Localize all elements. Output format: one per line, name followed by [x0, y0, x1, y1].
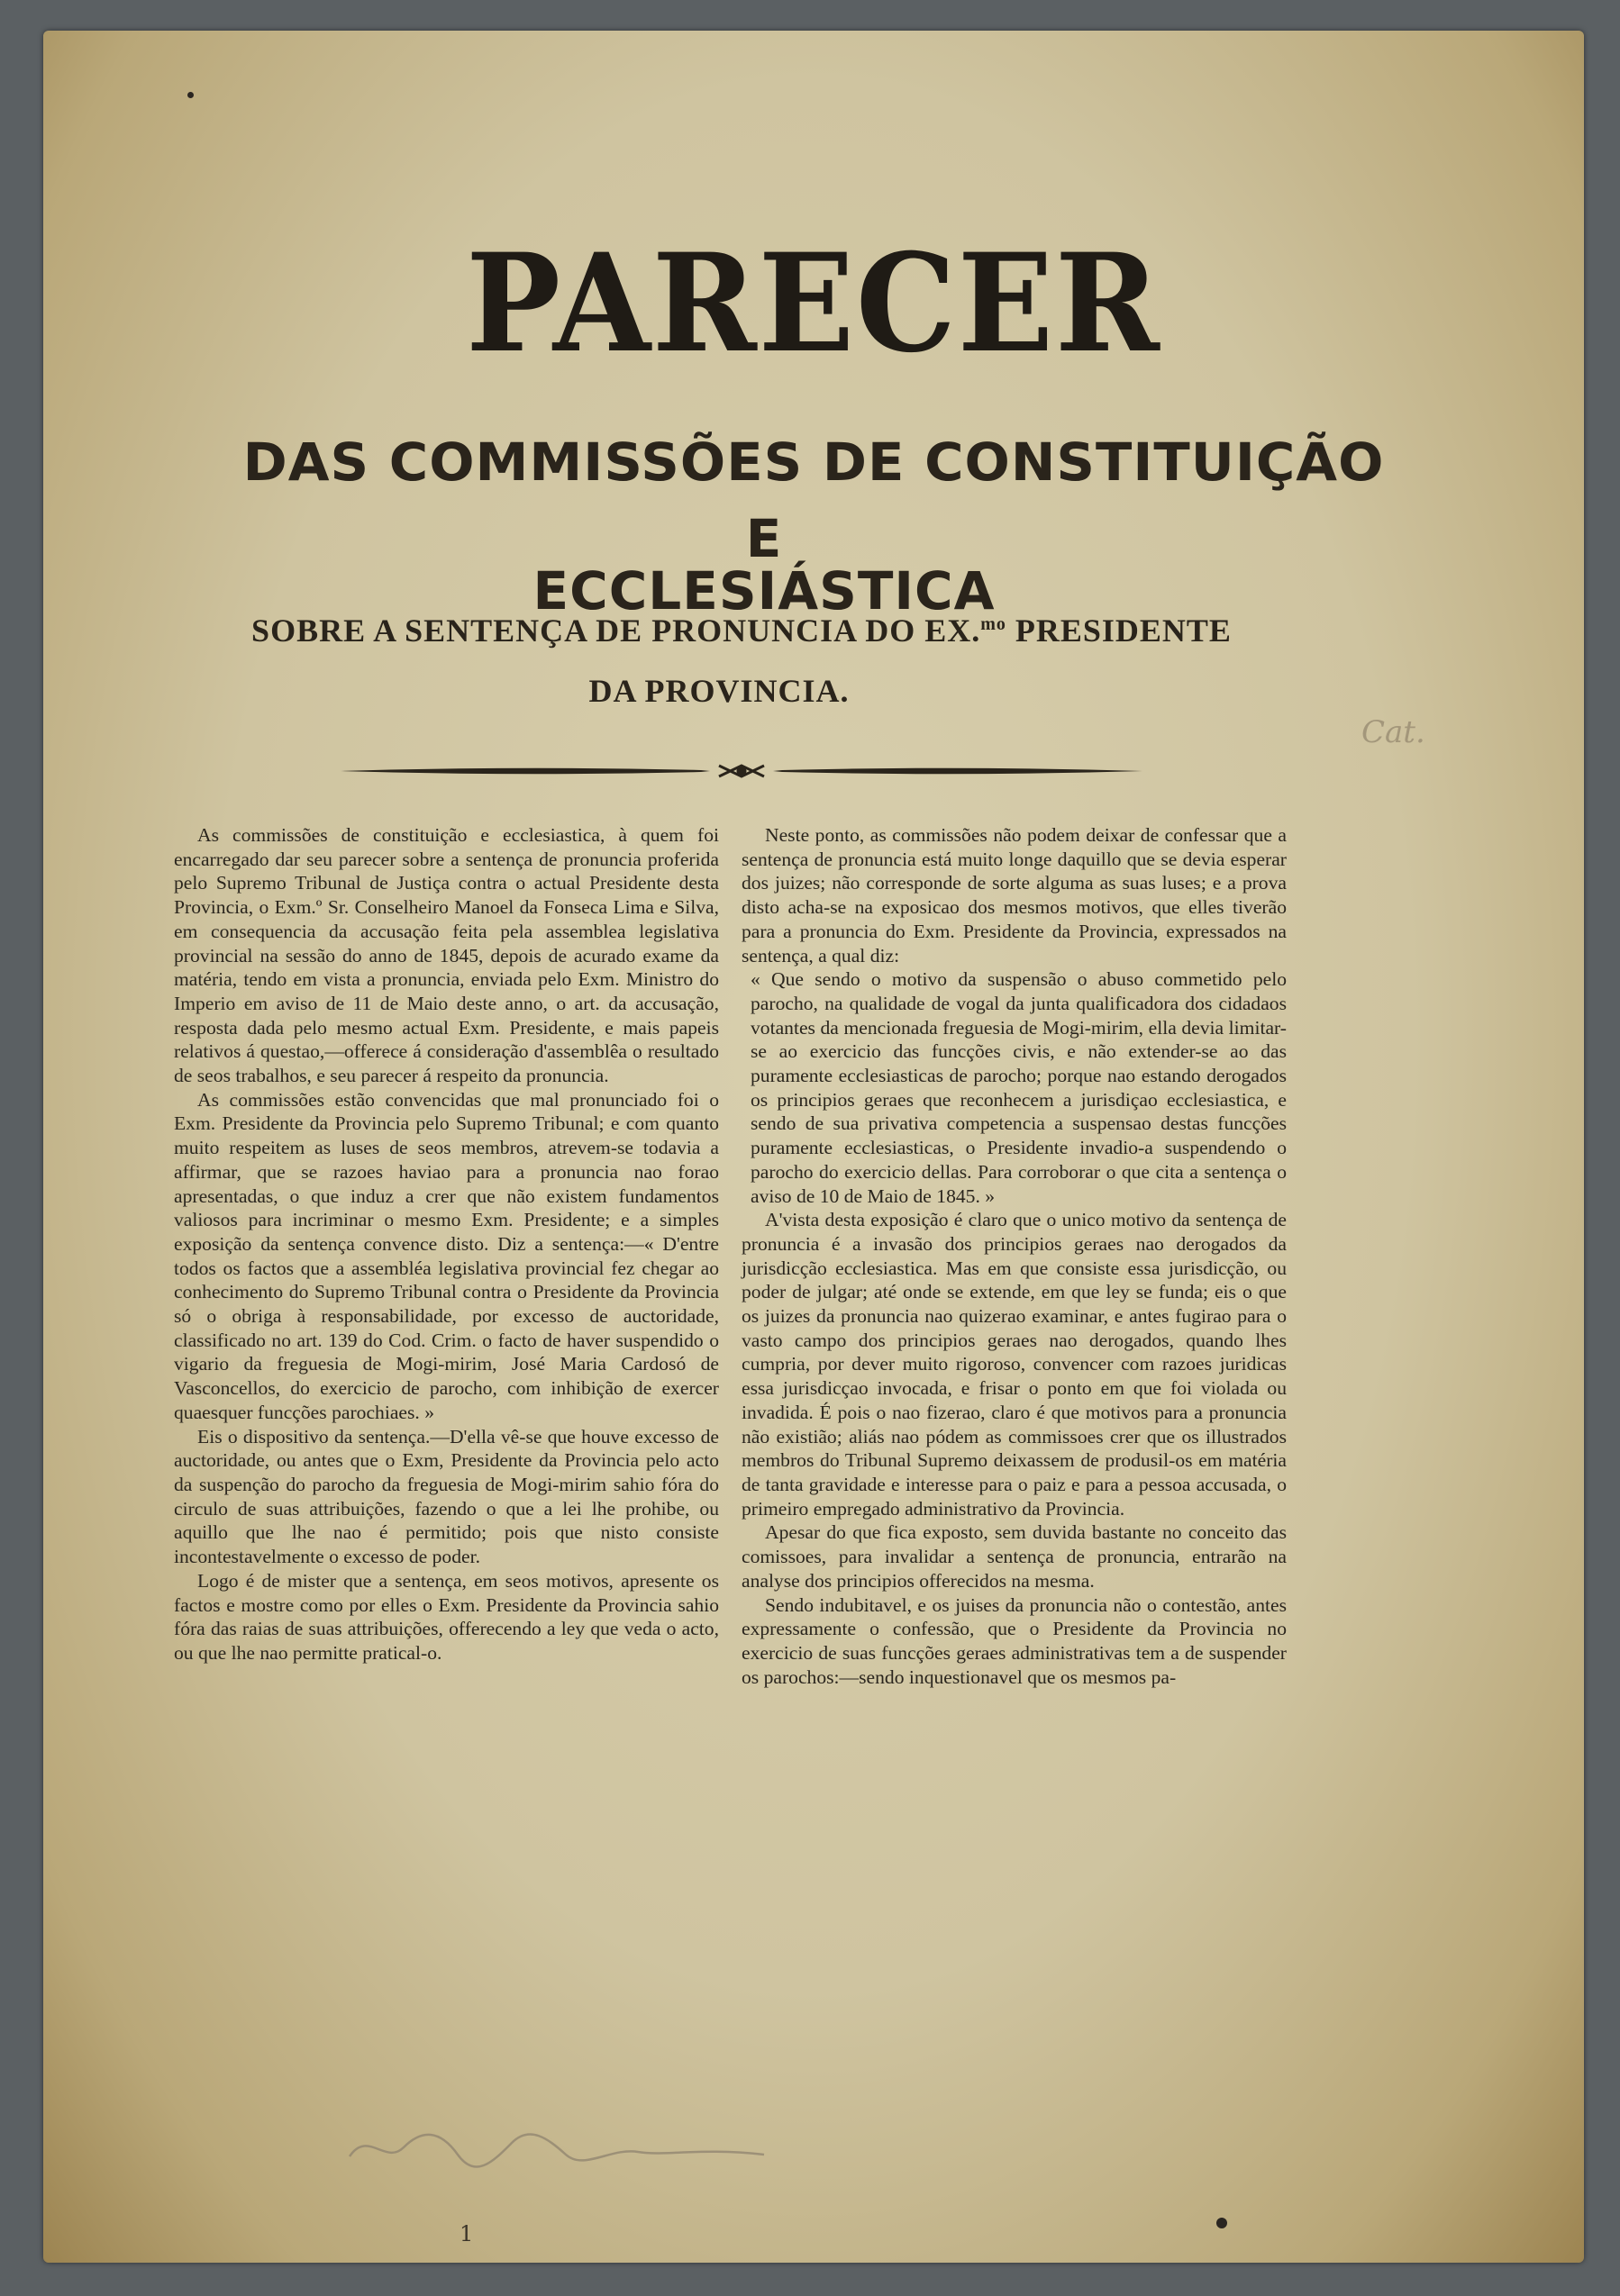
- subtitle-provincia: DA PROVINCIA.: [588, 673, 850, 709]
- subtitle-sentenca: [201, 614, 1282, 647]
- subtitle-commissions: DAS COMMISSÕES DE CONSTITUIÇÃO: [242, 431, 1385, 493]
- handwritten-signature: [341, 2120, 773, 2174]
- rule-center-ornament: [719, 766, 764, 776]
- left-paragraph-4: Logo é de mister que a sentença, em seos motivos, apresente os factos e mostre como por elles o Exm. Presidente da Provincia sahio fóra das raias de suas attribuições, offerecendo a ley que veda o acto, ou que lhe nao permitte pratical-o.: [174, 1569, 719, 1664]
- subtitle-ecclesiastica: E ECCLESIÁSTICA: [532, 508, 996, 622]
- margin-note-text: Cat.: [1361, 714, 1425, 750]
- subtitle-sentenca-sup: mo: [980, 614, 1006, 634]
- subtitle-sentenca-end: PRESIDENTE: [1015, 613, 1232, 649]
- ink-speck: [187, 92, 194, 98]
- signature-stroke: [350, 2134, 764, 2166]
- right-quote: « Que sendo o motivo da suspensão o abuso commetido pelo parocho, na qualidade de vogal da junta qualificadora dos cidadaos votantes da mencionada freguesia de Mogi-mirim, ella devia limitar-se ao exercicio das funcções civis, e não extender-se ao das puramente ecclesiasticas de parocho; porque nao estando derogados os principios geraes que reconhecem a jurisdiçao ecclesiastica, e sendo de sua privativa competencia a suspensao destas funcções puramente ecclesiasticas, o Presidente invadio-a suspendendo o parocho do exercicio dellas. Para corroborar o que cita a sentença o aviso de 10 de Maio de 1845. »: [751, 968, 1287, 1207]
- margin-note: [1357, 706, 1456, 760]
- left-column: [174, 823, 719, 1665]
- ornamental-rule: [341, 758, 1142, 784]
- ink-speck: [1216, 2218, 1227, 2228]
- left-paragraph-3: Eis o dispositivo da sentença.—D'ella vê-se que houve excesso de auctoridade, ou antes que o Exm, Presidente da Provincia pelo acto da suspenção do parocho da freguesia de Mogi-mirim sahio fóra do circulo de suas attribuições, fazendo o que a lei lhe prohibe, ou aquillo que lhe nao é permitido; pois que nisto consiste incontestavelmente o excesso de poder.: [174, 1425, 719, 1568]
- rule-left-line: [341, 768, 710, 775]
- right-column: [742, 823, 1287, 1689]
- document-page: [43, 31, 1584, 2263]
- document-title: PARECER: [466, 224, 1161, 383]
- rule-right-line: [773, 768, 1142, 775]
- subtitle-sentenca-text: SOBRE A SENTENÇA DE PRONUNCIA DO EX.: [251, 613, 981, 649]
- right-paragraph-1: Neste ponto, as commissões não podem deixar de confessar que a sentença de pronuncia está muito longe daquillo que se devia esperar dos juizes; não corresponde de sorte alguma as suas luses; e a prova disto acha-se na exposicao dos mesmos motivos, que elles tiverão para a pronuncia do Exm. Presidente da Provincia, expressados na sentença, a qual diz:: [742, 824, 1287, 966]
- left-paragraph-2: As commissões estão convencidas que mal pronunciado foi o Exm. Presidente da Provincia pelo Supremo Tribunal; e com quanto muito respeitem as luses de seos membros, atrevem-se todavia a affirmar, que se razoes haviao para a pronuncia nao forao apresentadas, o que induz a crer que não existem fundamentos valiosos para incriminar o mesmo Exm. Presidente; e a simples exposição da sentença convence disto. Diz a sentença:—« D'entre todos os factos que a assembléa legislativa provincial fez chegar ao conhecimento do Supremo Tribunal contra o Presidente da Provincia só o obriga à responsabilidade, por excesso de auctoridade, classificado no art. 139 do Cod. Crim. o facto de haver suspendido o vigario da freguesia de Mogi-mirim, José Maria Cardosó de Vasconcellos, do exercicio de parocho, com inhibição de exercer quaesquer funcções parochiaes. »: [174, 1088, 719, 1423]
- left-paragraph-1: As commissões de constituição e ecclesiastica, à quem foi encarregado dar seu parecer sobre a sentença de pronuncia proferida pelo Supremo Tribunal de Justiça contra o actual Presidente desta Provincia, o Exm.º Sr. Conselheiro Manoel da Fonseca Lima e Silva, em consequencia da accusação feita pela assemblea legislativa provincial na sessão do anno de 1845, depois de acurado exame da matéria, tendo em vista a pronuncia, enviada pelo Exm. Ministro do Imperio em aviso de 11 de Maio deste anno, o art. da accusação, resposta dada pelo mesmo actual Exm. Presidente, e mais papeis relativos á questao,—offerece á consideração d'assemblêa o resultado de seos trabalhos, e seu parecer á respeito da pronuncia.: [174, 824, 719, 1087]
- page-mark: 1: [460, 2221, 474, 2246]
- right-paragraph-4: Sendo indubitavel, e os juises da pronuncia não o contestão, antes expressamente o confessão, que o Presidente da Provincia no exercicio de suas funcções geraes administrativas tem a de suspender os parochos:—sendo inquestionavel que os mesmos pa-: [742, 1593, 1287, 1688]
- right-paragraph-2: A'vista desta exposição é claro que o unico motivo da sentença de pronuncia é a invasão dos principios geraes nao derogados da jurisdicção ecclesiastica. Mas em que consiste essa jurisdicção, ou poder de julgar; até onde se extende, em que ley se funda; eis o que os juizes da pronuncia nao quizerao examinar, e antes fugirao para o vasto campo dos principios geraes nao derogados, quando lhes cumpria, por dever muito rigoroso, convencer com razoes juridicas essa jurisdicçao invocada, e frisar o ponto em que foi violada ou invadida. É pois o nao fizerao, claro é que motivos para a pronuncia não existião; aliás nao pódem as commissoes crer que os illustrados membros do Tribunal Supremo deixassem de produsil-os em matéria de tanta gravidade e interesse para o paiz e para a pessoa accusada, o primeiro empregado administrativo da Provincia.: [742, 1209, 1287, 1520]
- right-paragraph-3: Apesar do que fica exposto, sem duvida bastante no conceito das comissoes, para invalidar a sentença de pronuncia, entrarão na analyse dos principios offerecidos na mesma.: [742, 1521, 1287, 1592]
